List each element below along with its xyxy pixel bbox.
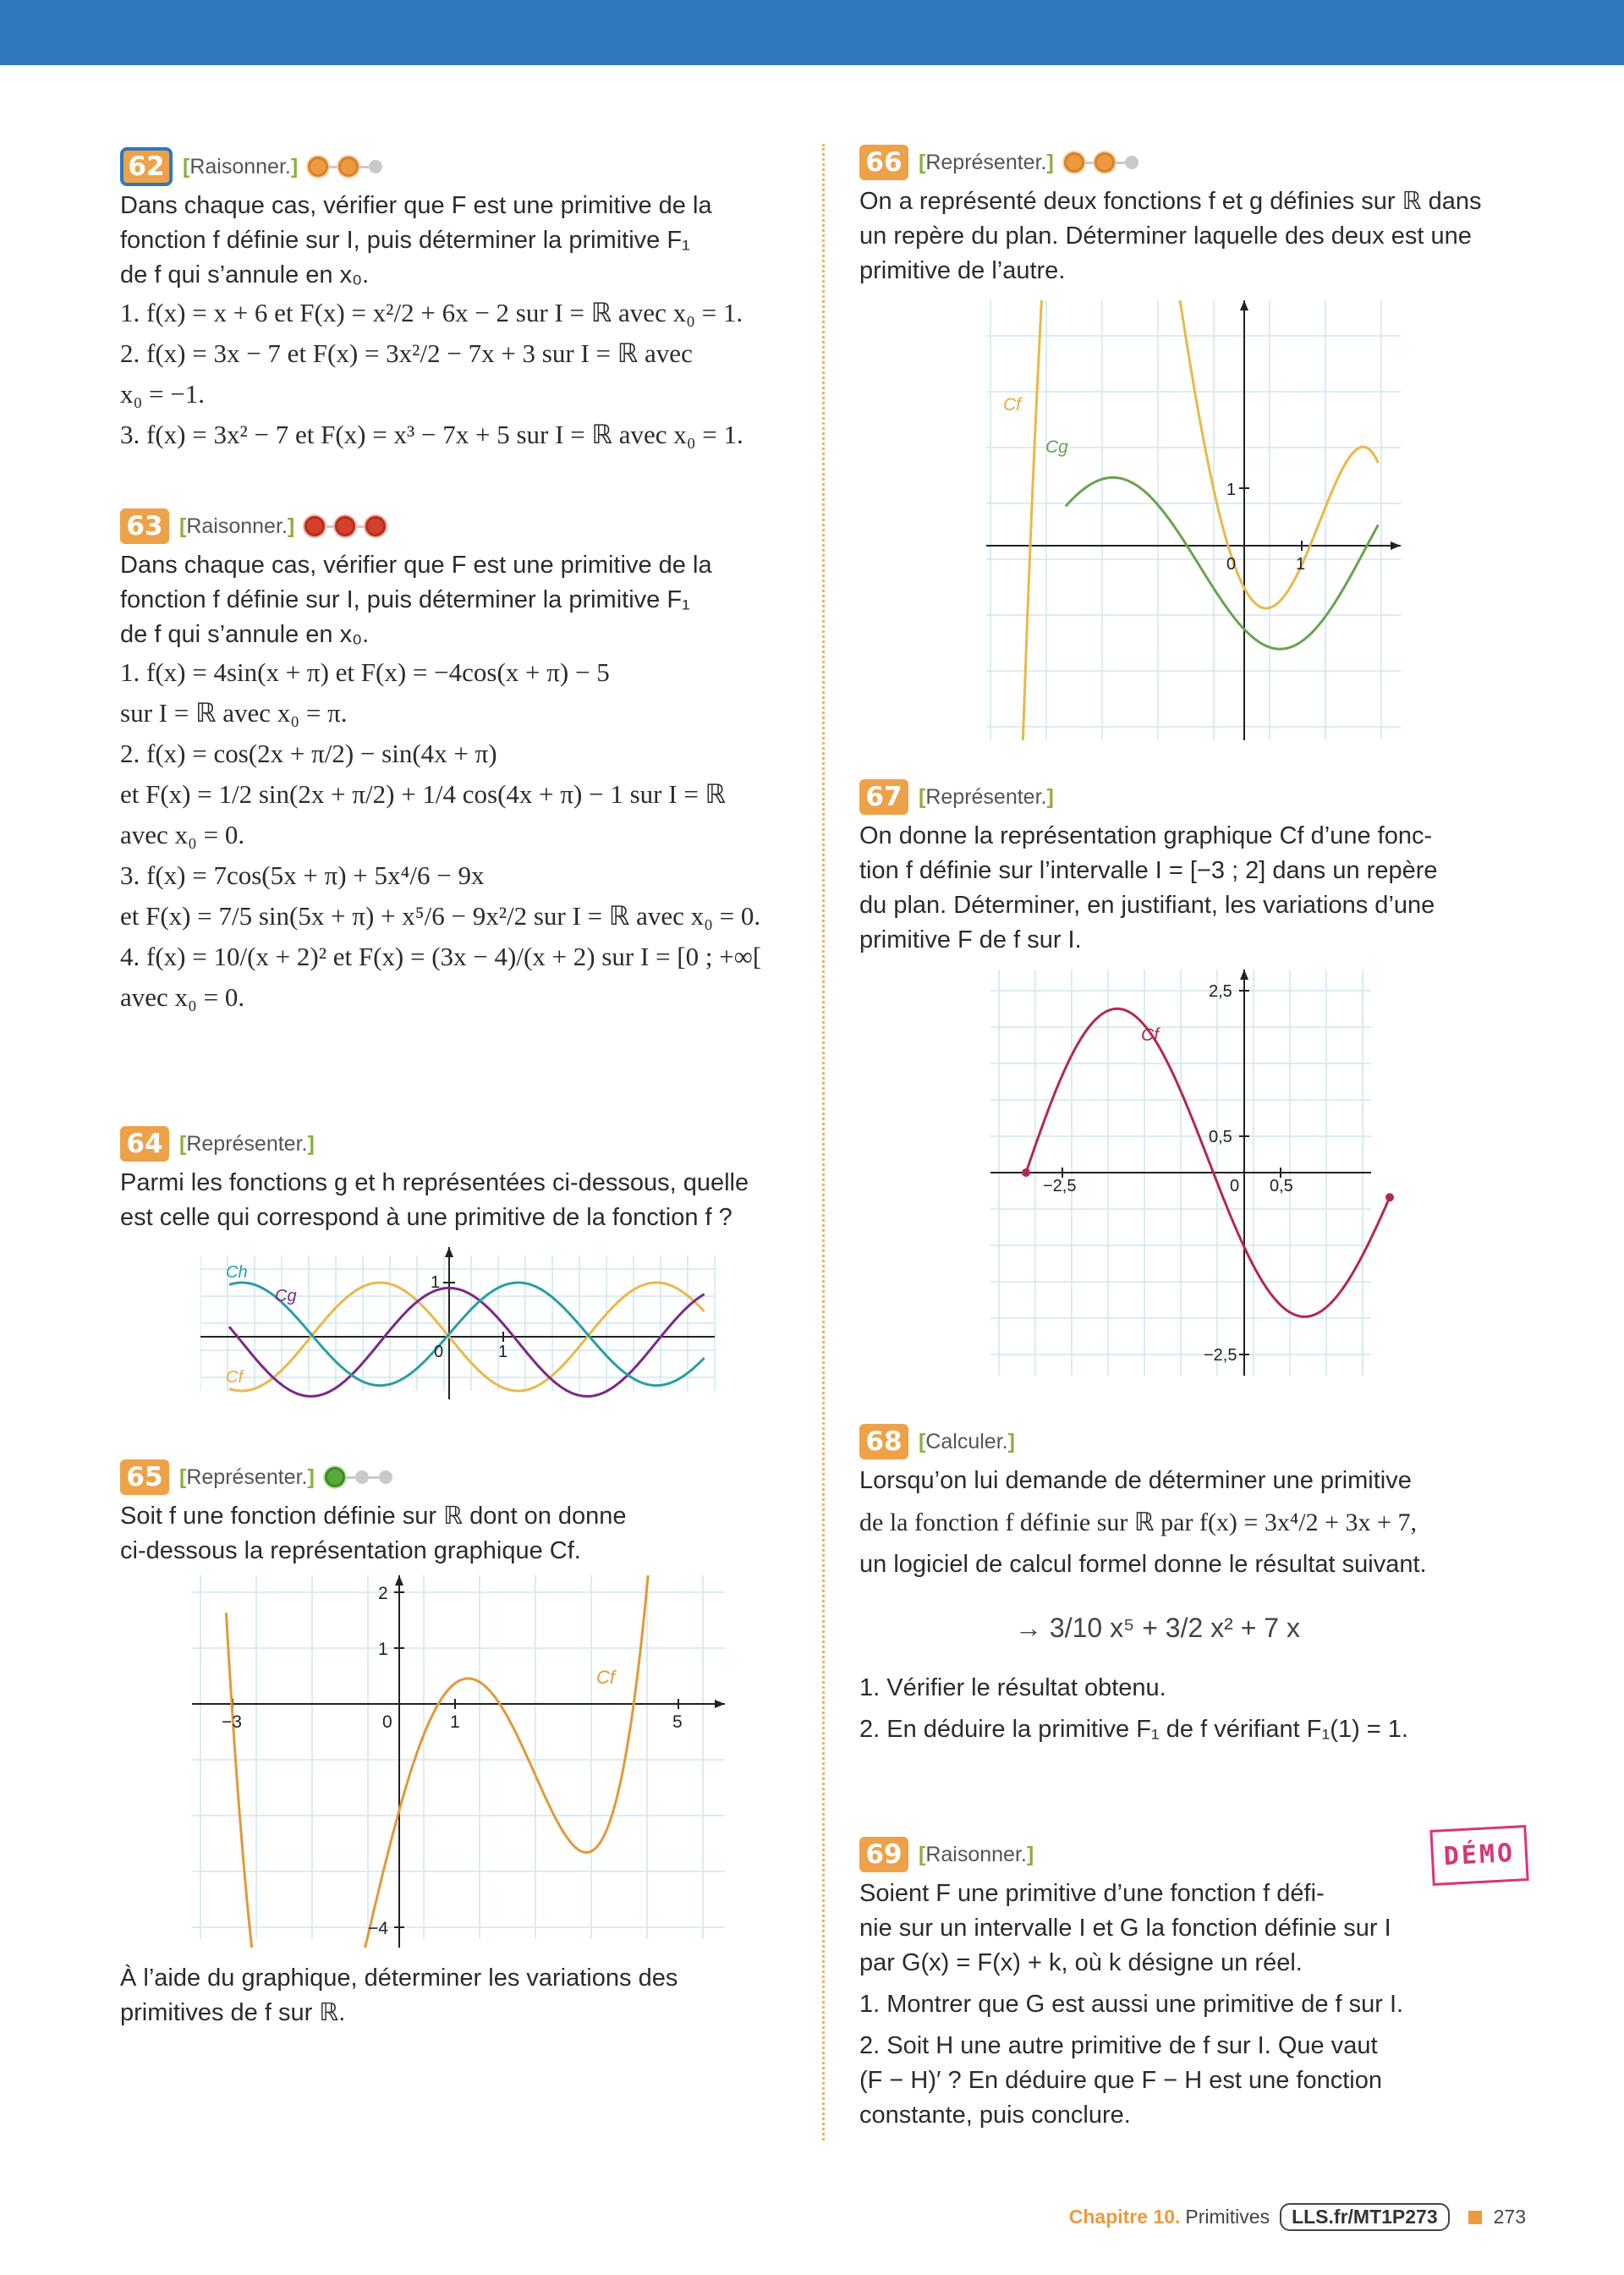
exercise-66	[859, 144, 1536, 744]
exercise-number: 66	[859, 145, 908, 180]
text-line: nie sur un intervalle I et G la fonction définie sur I	[859, 1915, 1391, 1942]
text-line: un repère du plan. Déterminer laquelle des deux est une	[859, 223, 1472, 250]
text-line-formula: de la fonction f définie sur ℝ par f(x) = 3x⁴/2 + 3x + 7,	[859, 1508, 1417, 1536]
curve-f	[226, 1575, 661, 1948]
text-line: Soit f une fonction définie sur ℝ dont on donne	[120, 1503, 627, 1530]
difficulty-indicator	[308, 157, 382, 177]
exercise-tag: [Représenter.]	[919, 784, 1054, 809]
exercise-number: 67	[859, 779, 908, 815]
text-line: par G(x) = F(x) + k, où k désigne un réel.	[859, 1949, 1303, 1976]
label-ch: Ch	[226, 1263, 248, 1282]
tick-x-1: 1	[450, 1712, 460, 1732]
text-line: tion f définie sur l’intervalle I = [−3 ; 2] dans un repère	[859, 857, 1438, 884]
chapter-title: Primitives	[1185, 2206, 1270, 2228]
label-cf: Cf	[226, 1368, 243, 1387]
intro-line: fonction f définie sur I, puis déterminer la primitive F₁	[120, 227, 690, 254]
column-divider	[822, 144, 825, 2140]
question-1: 1. f(x) = x + 6 et F(x) = x²/2 + 6x − 2 sur I = ℝ avec x₀ = 1.	[120, 298, 743, 327]
tick-origin: 0	[382, 1712, 392, 1732]
question-2-cont: et F(x) = 1/2 sin(2x + π/2) + 1/4 cos(4x + π) − 1 sur I = ℝ	[120, 779, 727, 809]
graph-66	[986, 300, 1409, 740]
exercise-67	[859, 778, 1536, 1379]
exercise-68	[859, 1423, 1536, 1747]
page-footer	[1069, 2203, 1526, 2231]
exercise-number: 62	[120, 147, 173, 186]
graph-64	[200, 1247, 716, 1399]
label-cg: Cg	[275, 1287, 297, 1305]
exercise-tag: [Représenter.]	[919, 150, 1054, 174]
text-line: du plan. Déterminer, en justifiant, les variations d’une	[859, 892, 1435, 919]
tick-origin: 0	[1226, 555, 1237, 574]
question-1-cont: sur I = ℝ avec x₀ = π.	[120, 698, 348, 728]
exercise-tag: [Représenter.]	[179, 1464, 315, 1489]
text-line: est celle qui correspond à une primitive de la fonction f ?	[120, 1204, 732, 1231]
exercise-63	[120, 508, 797, 1018]
exercise-number: 69	[859, 1837, 908, 1872]
difficulty-indicator	[304, 516, 386, 536]
question-2: 2. f(x) = cos(2x + π/2) − sin(4x + π)	[120, 739, 497, 768]
text-line: On donne la représentation graphique Cf d’une fonc-	[859, 822, 1433, 849]
exercise-62	[120, 148, 797, 455]
tick-y-1: 1	[431, 1273, 441, 1292]
question-2-cont: (F − H)′ ? En déduire que F − H est une fonction	[859, 2067, 1382, 2094]
question-2: 2. Soit H une autre primitive de f sur I. Que vaut	[859, 2032, 1378, 2059]
intro-line: Dans chaque cas, vérifier que F est une primitive de la	[120, 192, 712, 219]
question-1: 1. f(x) = 4sin(x + π) et F(x) = −4cos(x + π) − 5	[120, 657, 610, 687]
tick-y-minus4: −4	[368, 1919, 388, 1938]
label-cf: Cf	[1141, 1025, 1159, 1045]
question-1: 1. Vérifier le résultat obtenu.	[859, 1674, 1166, 1701]
online-link[interactable]: LLS.fr/MT1P273	[1280, 2203, 1450, 2231]
tick-x-minus3: −3	[222, 1712, 242, 1732]
question-2: 2. En déduire la primitive F₁ de f vérifiant F₁(1) = 1.	[859, 1716, 1408, 1743]
tick-y-2-5: 2,5	[1209, 982, 1232, 1001]
intro-line: de f qui s’annule en x₀.	[120, 261, 370, 288]
exercise-tag: [Calculer.]	[919, 1429, 1015, 1453]
tick-y-2: 2	[378, 1584, 388, 1603]
label-cg: Cg	[1045, 437, 1068, 457]
text-line: Lorsqu’on lui demande de déterminer une primitive	[859, 1467, 1412, 1494]
text-line: primitive de l’autre.	[859, 257, 1066, 284]
graph-65	[192, 1575, 725, 1948]
question-2-cont: constante, puis conclure.	[859, 2102, 1131, 2129]
endpoint-right	[1385, 1193, 1394, 1201]
page-number: 273	[1493, 2206, 1526, 2228]
question-4: 4. f(x) = 10/(x + 2)² et F(x) = (3x − 4)/(x + 2) sur I = [0 ; +∞[	[120, 942, 762, 971]
question-3-cont: et F(x) = 7/5 sin(5x + π) + x⁵/6 − 9x²/2 sur I = ℝ avec x₀ = 0.	[120, 901, 761, 931]
exercise-number: 64	[120, 1126, 169, 1162]
difficulty-indicator	[325, 1467, 392, 1487]
tick-y-0-5: 0,5	[1209, 1128, 1232, 1146]
label-cf: Cf	[596, 1667, 615, 1688]
tick-x-1: 1	[1296, 555, 1306, 574]
question-4-cont: avec x₀ = 0.	[120, 982, 245, 1012]
text-line: primitive F de f sur I.	[859, 926, 1082, 953]
tick-y-1: 1	[1226, 481, 1237, 499]
intro-line: de f qui s’annule en x₀.	[120, 621, 370, 648]
text-line: ci-dessous la représentation graphique Cf.	[120, 1537, 581, 1564]
exercise-tag: [Représenter.]	[179, 1131, 315, 1156]
graph-67	[990, 970, 1396, 1376]
curve-f	[1004, 300, 1378, 740]
exercise-tag: [Raisonner.]	[183, 154, 299, 179]
intro-line: Dans chaque cas, vérifier que F est une primitive de la	[120, 552, 712, 579]
text-line: On a représenté deux fonctions f et g définies sur ℝ dans	[859, 188, 1482, 215]
question-3: 3. f(x) = 3x² − 7 et F(x) = x³ − 7x + 5 sur I = ℝ avec x₀ = 1.	[120, 420, 743, 449]
exercise-65	[120, 1459, 797, 2030]
tick-x-5: 5	[672, 1712, 683, 1732]
cas-result: → 3/10 x⁵ + 3/2 x² + 7 x	[1015, 1613, 1300, 1643]
exercise-69	[859, 1836, 1536, 2133]
endpoint-left	[1022, 1168, 1030, 1177]
label-cf: Cf	[1003, 395, 1021, 415]
tick-x-0-5: 0,5	[1270, 1177, 1293, 1195]
tick-origin: 0	[434, 1343, 444, 1361]
question-line: primitives de f sur ℝ.	[120, 1999, 346, 2026]
tick-x-minus-2-5: −2,5	[1043, 1177, 1077, 1195]
exercise-tag: [Raisonner.]	[919, 1842, 1034, 1866]
text-line: Soient F une primitive d’une fonction f défi-	[859, 1880, 1325, 1907]
tick-y-1: 1	[378, 1640, 388, 1659]
text-line: Parmi les fonctions g et h représentées ci-dessous, quelle	[120, 1169, 749, 1196]
top-banner	[0, 0, 1624, 65]
difficulty-indicator	[1064, 152, 1138, 173]
question-2-cont: x₀ = −1.	[120, 379, 206, 409]
exercise-number: 63	[120, 508, 169, 544]
chapter-label: Chapitre 10.	[1068, 2206, 1181, 2228]
tick-x-1: 1	[498, 1343, 508, 1361]
question-2-cont: avec x₀ = 0.	[120, 820, 245, 849]
exercise-number: 65	[120, 1459, 169, 1495]
tick-origin: 0	[1230, 1177, 1240, 1195]
tick-y-minus-2-5: −2,5	[1204, 1346, 1237, 1365]
question-2: 2. f(x) = 3x − 7 et F(x) = 3x²/2 − 7x + 3 sur I = ℝ avec	[120, 338, 693, 368]
intro-line: fonction f définie sur I, puis déterminer la primitive F₁	[120, 586, 690, 613]
footer-square-icon	[1468, 2211, 1482, 2224]
question-line: À l’aide du graphique, déterminer les variations des	[120, 1965, 678, 1992]
demo-badge: DÉMO	[1429, 1825, 1528, 1886]
text-line: un logiciel de calcul formel donne le résultat suivant.	[859, 1551, 1427, 1578]
exercise-64	[120, 1125, 797, 1403]
curve-f	[1026, 1008, 1390, 1316]
question-1: 1. Montrer que G est aussi une primitive de f sur I.	[859, 1991, 1404, 2018]
exercise-number: 68	[859, 1424, 908, 1459]
exercise-tag: [Raisonner.]	[179, 514, 295, 538]
question-3: 3. f(x) = 7cos(5x + π) + 5x⁴/6 − 9x	[120, 860, 485, 890]
